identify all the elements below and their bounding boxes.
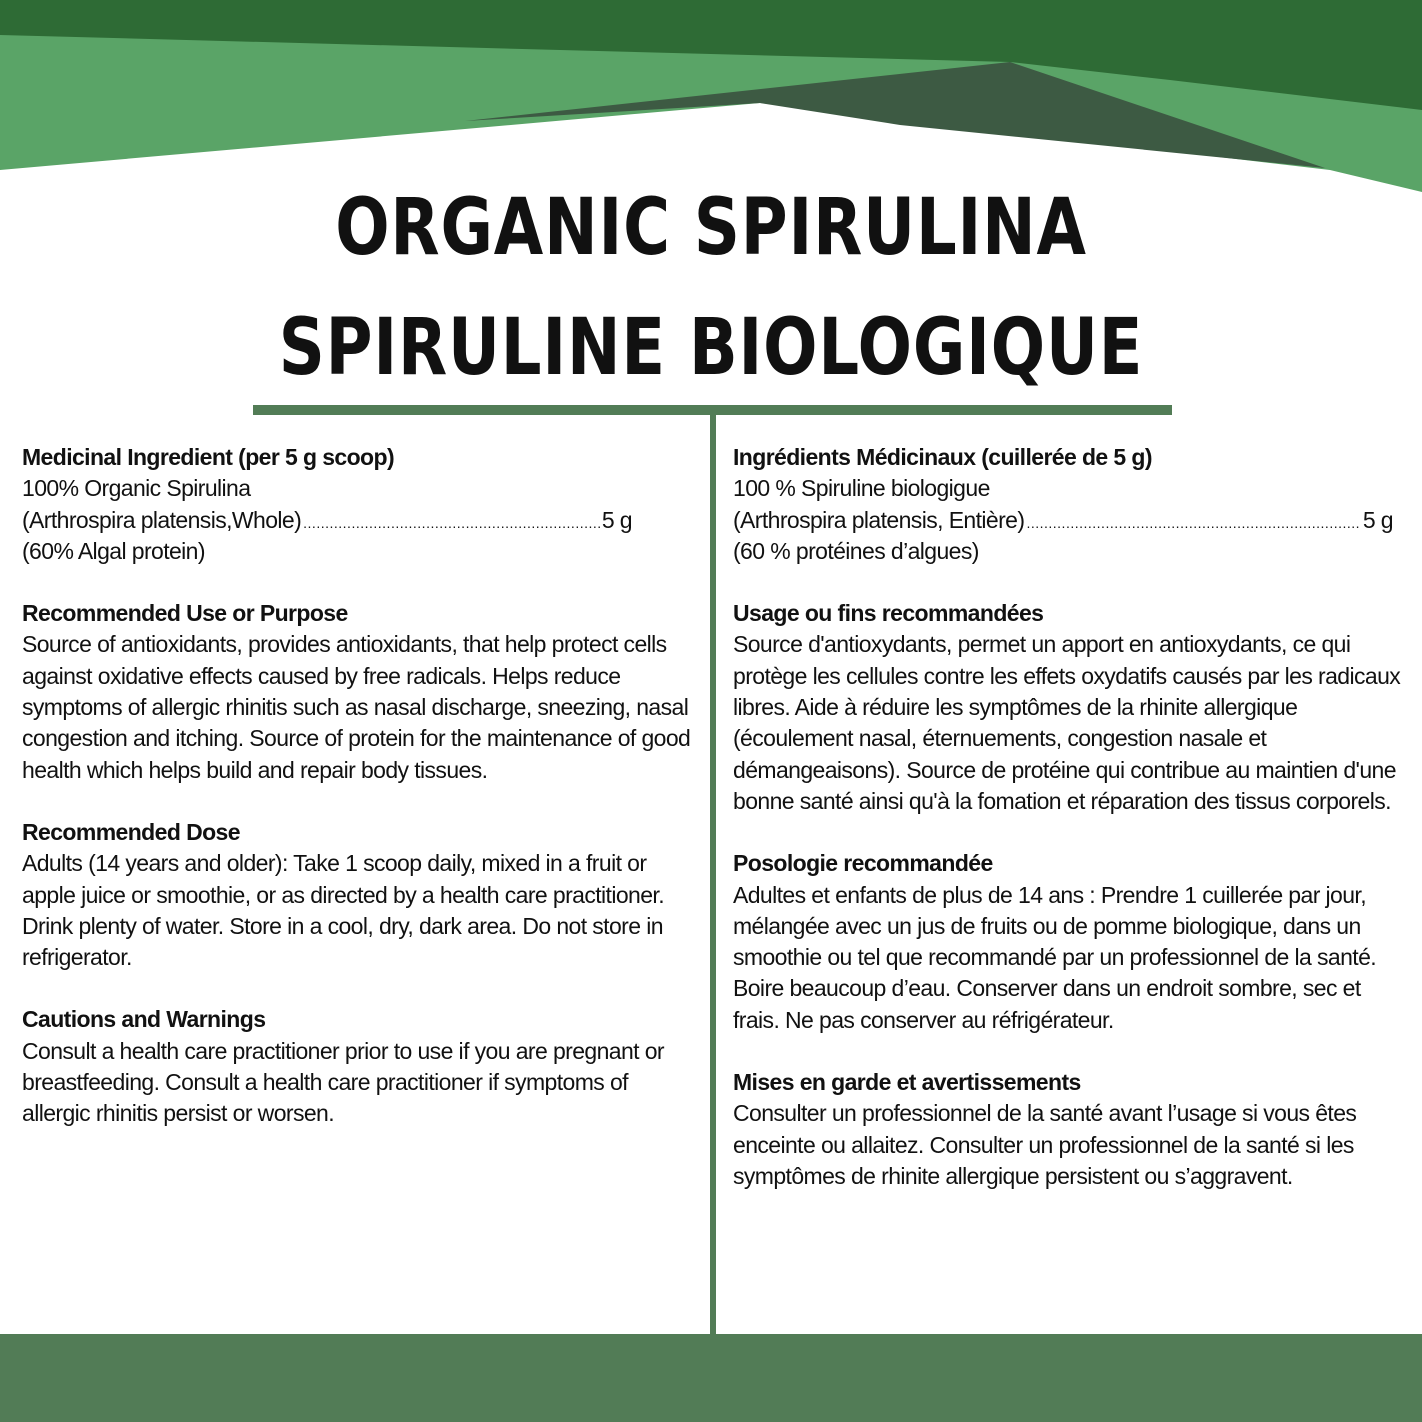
- fr-ingredient-line3: (60 % protéines d’algues): [733, 537, 979, 564]
- title-english: ORGANIC SPIRULINA: [335, 183, 1087, 273]
- en-ingredient-heading: Medicinal Ingredient (per 5 g scoop): [22, 444, 395, 470]
- en-ingredient-line1: 100% Organic Spirulina: [22, 475, 251, 502]
- en-use-heading: Recommended Use or Purpose: [22, 600, 348, 627]
- fr-ingredient-amount-row: [733, 505, 1393, 536]
- en-dot-leader: [303, 513, 600, 533]
- french-column: [733, 442, 1405, 1223]
- en-ingredient-source: (Arthrospira platensis,Whole): [22, 506, 302, 533]
- fr-dose-heading: Posologie recommandée: [733, 850, 993, 877]
- fr-cautions-section: [733, 1067, 1405, 1192]
- en-cautions-text: Consult a health care practitioner prior to use if you are pregnant or breastfeeding. Consult a health care practitioner if symptoms of allergic rhinitis persist or worsen.: [22, 1037, 664, 1127]
- fr-dot-leader: [1026, 513, 1360, 533]
- en-cautions-section: [22, 1004, 694, 1129]
- english-column: [22, 442, 694, 1161]
- en-dose-section: [22, 817, 694, 973]
- title-underline-rule: [253, 405, 1172, 415]
- fr-ingredient-heading: Ingrédients Médicinaux (cuillerée de 5 g): [733, 444, 1152, 470]
- en-ingredient-section: [22, 442, 694, 567]
- en-use-section: [22, 598, 694, 786]
- fr-ingredient-line1: 100 % Spiruline biologigue: [733, 475, 990, 502]
- fr-cautions-heading: Mises en garde et avertissements: [733, 1069, 1081, 1096]
- fr-ingredient-amount: 5 g: [1362, 506, 1393, 533]
- en-dose-heading: Recommended Dose: [22, 818, 240, 845]
- fr-ingredient-section: [733, 442, 1405, 567]
- en-use-text: Source of antioxidants, provides antioxidants, that help protect cells against oxidative effects caused by free radicals. Helps reduce symptoms of allergic rhinitis such as nasal discharge, sneezing, nasal congestion and itching. Source of protein for the maintenance of good health which helps build and repair body tissues.: [22, 631, 691, 783]
- en-cautions-heading: Cautions and Warnings: [22, 1006, 266, 1033]
- en-ingredient-amount-row: [22, 505, 632, 536]
- fr-dose-text: Adultes et enfants de plus de 14 ans : Prendre 1 cuillerée par jour, mélangée avec un jus de fruits ou de pomme biologique, dans un smoothie ou tel que recommandé par un professionnel de la santé. Boire beaucoup d’eau. Conserver dans un endroit sombre, sec et frais. Ne pas conserver au réfrigérateur.: [733, 881, 1377, 1033]
- en-ingredient-amount: 5 g: [601, 506, 632, 533]
- fr-use-section: [733, 598, 1405, 817]
- fr-use-heading: Usage ou fins recommandées: [733, 600, 1044, 627]
- fr-use-text: Source d'antioxydants, permet un apport en antioxydants, ce qui protège les cellules contre les effets oxydatifs causés par les radicaux libres. Aide à réduire les symptômes de la rhinite allergique (écoulement nasal, éternuements, congestion nasale et démangeaisons). Source de protéine qui contribue au maintien d'une bonne santé ainsi qu'à la fomation et réparation des tissus corporels.: [733, 631, 1401, 814]
- fr-dose-section: [733, 848, 1405, 1036]
- en-ingredient-line3: (60% Algal protein): [22, 537, 205, 564]
- column-divider: [710, 415, 716, 1334]
- title-french: SPIRULINE BIOLOGIQUE: [278, 303, 1144, 393]
- en-dose-text: Adults (14 years and older): Take 1 scoop daily, mixed in a fruit or apple juice or smoothie, or as directed by a health care practitioner. Drink plenty of water. Store in a cool, dry, dark area. Do not store in refrigerator.: [22, 850, 664, 971]
- fr-cautions-text: Consulter un professionnel de la santé avant l’usage si vous êtes enceinte ou allaitez. Consulter un professionnel de la santé si les symptômes de rhinite allergique persistent ou s’aggravent.: [733, 1100, 1357, 1189]
- product-title-block: [0, 168, 1422, 408]
- fr-ingredient-source: (Arthrospira platensis, Entière): [733, 506, 1025, 533]
- bottom-green-band: [0, 1334, 1422, 1422]
